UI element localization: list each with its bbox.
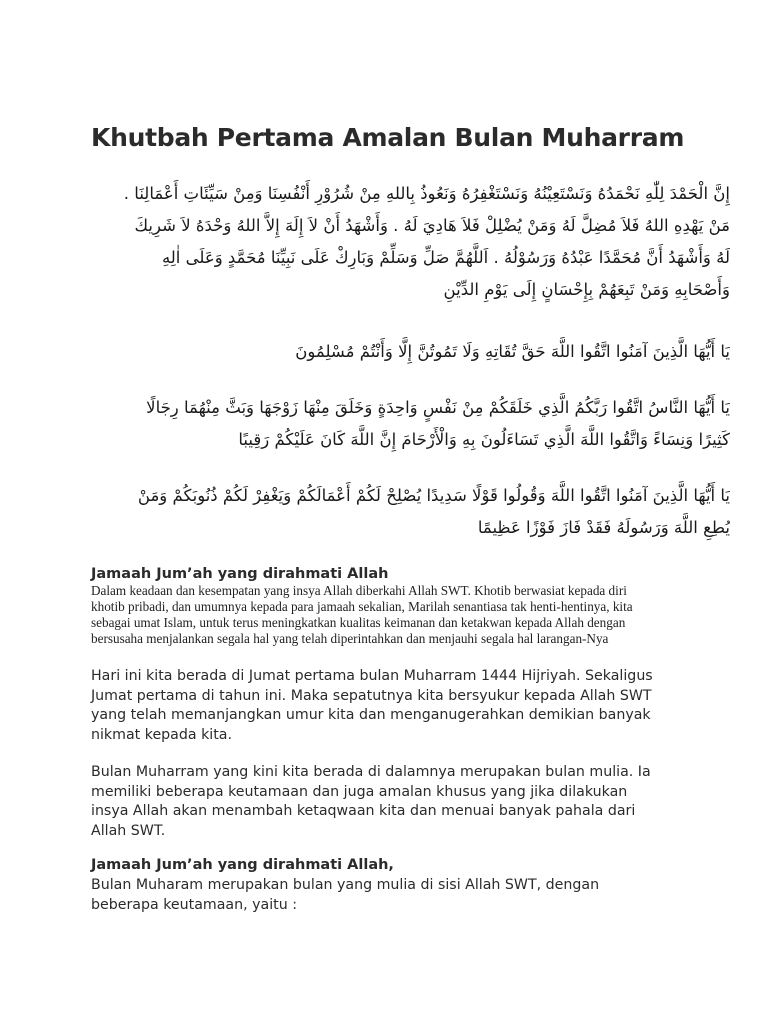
text-line: Bulan Muharam merupakan bulan yang mulia di sisi Allah SWT, dengan [91,877,600,893]
section-heading-2: Jamaah Jum’ah yang dirahmati Allah, [91,857,394,873]
arabic-verse-3 [88,480,730,544]
arabic-line: يَا أَيُّهَا الَّذِينَ آمَنُوا اتَّقُوا اللَّهَ وَقُولُوا قَوْلًا سَدِيدًا يُصْلِحْ لَكُمْ أَعْمَالَكُمْ وَيَغْفِرْ لَكُمْ ذُنُوبَكُمْ وَمَنْ [137,486,730,505]
text-line: nikmat kepada kita. [91,726,233,743]
section-heading-1: Jamaah Jum’ah yang dirahmati Allah [91,566,389,582]
arabic-line: كَثِيرًا وَنِسَاءً وَاتَّقُوا اللَّهَ الَّذِي تَسَاءَلُونَ بِهِ وَالْأَرْحَامَ إِنَّ اللَّهَ كَانَ عَلَيْكُمْ رَقِيبًا [238,430,730,449]
text-line: insya Allah akan menambah ketaqwaan kita dan menuai banyak pahala dari [91,803,636,819]
text-line: Dalam keadaan dan kesempatan yang insya Allah diberkahi Allah SWT. Khotib berwasiat kepada diri [91,583,627,598]
paragraph-3 [91,763,741,841]
section1-paragraph [91,583,731,647]
text-line: Bulan Muharram yang kini kita berada di dalamnya merupakan bulan mulia. Ia [91,764,651,780]
arabic-line: إِنَّ الْحَمْدَ لِلّٰهِ نَحْمَدُهُ وَنَسْتَعِيْنُهُ وَنَسْتَغْفِرُهُ وَنَعُوذُ بِاللهِ مِنْ شُرُوْرِ أَنْفُسِنَا وَمِنْ سَيِّئَاتِ أَعْمَالِنَا . [123,184,730,203]
arabic-line: يُطِعِ اللَّهَ وَرَسُولَهُ فَقَدْ فَازَ فَوْزًا عَظِيمًا [477,518,730,537]
arabic-line: يَا أَيُّهَا النَّاسُ اتَّقُوا رَبَّكُمُ الَّذِي خَلَقَكُمْ مِنْ نَفْسٍ وَاحِدَةٍ وَخَلَقَ مِنْهَا زَوْجَهَا وَبَثَّ مِنْهُمَا رِجَالًا [146,398,730,417]
arabic-line: مَنْ يَهْدِهِ اللهُ فَلاَ مُضِلَّ لَهُ وَمَنْ يُضْلِلْ فَلاَ هَادِيَ لَهُ . وَأَشْهَدُ أَنْ لاَ إِلَهَ إِلاَّ اللهُ وَحْدَهُ لاَ شَرِيكَ [134,216,730,235]
arabic-verse-2 [88,392,730,456]
text-line: beberapa keutamaan, yaitu : [91,896,297,913]
text-line: bersusaha menjalankan segala hal yang telah diperintahkan dan menjauhi segala hal larangan-Nya [91,631,609,646]
text-line: memiliki beberapa keutamaan dan juga amalan khusus yang jika dilakukan [91,783,628,800]
text-line: Allah SWT. [91,822,166,839]
text-line: Jumat pertama di tahun ini. Maka sepatutnya kita bersyukur kepada Allah SWT [91,687,652,704]
section2-paragraph [91,876,741,915]
text-line: khotib pribadi, dan umumnya kepada para jamaah sekalian, Marilah senantiasa tak henti-hentinya, kita [91,599,633,614]
page-title: Khutbah Pertama Amalan Bulan Muharram [91,123,685,152]
arabic-verse-1 [88,336,730,368]
text-line: yang telah memanjangkan umur kita dan menganugerahkan demikian banyak [91,707,651,723]
arabic-line: وَأَصْحَابِهِ وَمَنْ تَبِعَهُمْ بِإِحْسَانٍ إِلَى يَوْمِ الدِّيْنِ [443,280,730,299]
paragraph-2 [91,667,741,745]
arabic-opening-block [88,178,730,306]
arabic-line: يَا أَيُّهَا الَّذِينَ آمَنُوا اتَّقُوا اللَّهَ حَقَّ تُقَاتِهِ وَلَا تَمُوتُنَّ إِلَّا وَأَنْتُمْ مُسْلِمُونَ [295,342,730,361]
text-line: Hari ini kita berada di Jumat pertama bulan Muharram 1444 Hijriyah. Sekaligus [91,668,653,684]
arabic-line: لَهُ وَأَشْهَدُ أَنَّ مُحَمَّدًا عَبْدُهُ وَرَسُوْلُهُ . اَللَّهُمَّ صَلِّ وَسَلِّمْ وَبَارِكْ عَلَى نَبِيِّنَا مُحَمَّدٍ وَعَلَى اٰلِهِ [161,248,730,267]
text-line: sebagai umat Islam, untuk terus meningkatkan kualitas keimanan dan ketakwan kepada Allah dengan [91,615,626,630]
